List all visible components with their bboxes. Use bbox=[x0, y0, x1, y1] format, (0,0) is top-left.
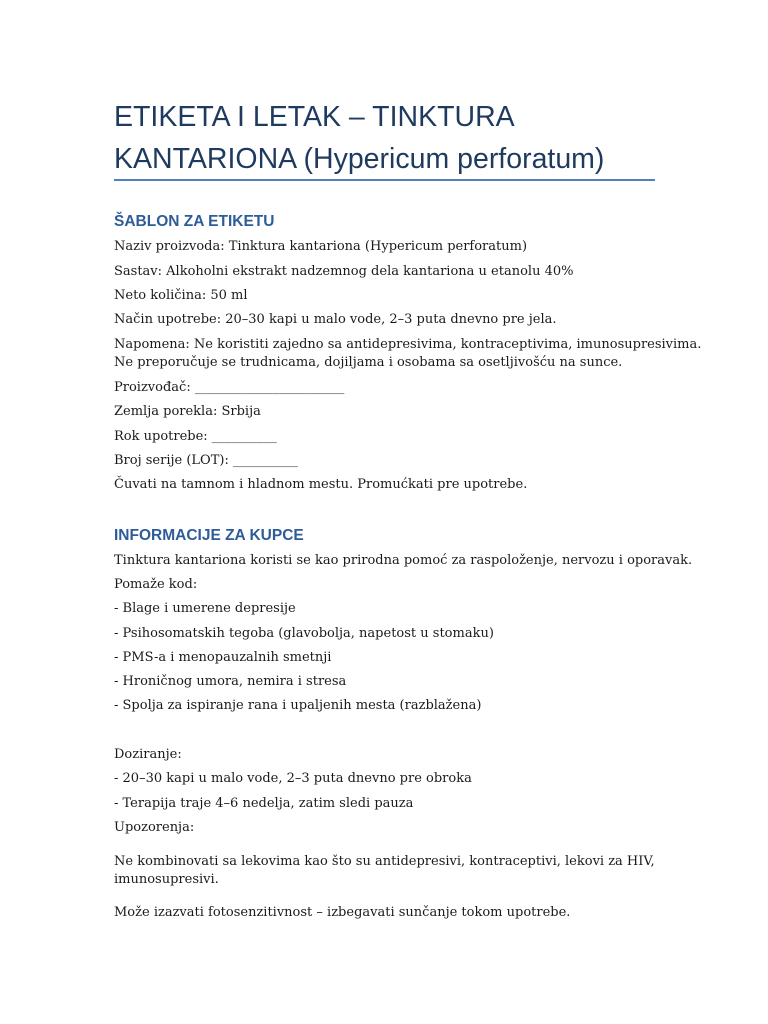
list-item: - PMS-a i menopauzalnih smetnji bbox=[114, 650, 332, 665]
title-line-2: KANTARIONA (Hypericum perforatum) bbox=[114, 143, 605, 175]
note-line-1: Napomena: Ne koristiti zajedno sa antidepresivima, kontraceptivima, imunosupresivima. bbox=[114, 337, 702, 352]
helps-label: Pomaže kod: bbox=[114, 577, 198, 592]
list-item: - 20–30 kapi u malo vode, 2–3 puta dnevno pre obroka bbox=[114, 771, 472, 786]
list-item: - Terapija traje 4–6 nedelja, zatim sledi pauza bbox=[114, 796, 414, 811]
warning-2-line: Može izazvati fotosenzitivnost – izbegavati sunčanje tokom upotrebe. bbox=[114, 905, 571, 920]
warning-1-line-1: Ne kombinovati sa lekovima kao što su antidepresivi, kontraceptivi, lekovi za HIV, bbox=[114, 854, 655, 869]
title-line-1: ETIKETA I LETAK – TINKTURA bbox=[114, 101, 515, 133]
list-item: - Psihosomatskih tegoba (glavobolja, napetost u stomaku) bbox=[114, 626, 494, 641]
manufacturer-line: Proizvođač: _______________________ bbox=[114, 380, 345, 395]
list-item: - Hroničnog umora, nemira i stresa bbox=[114, 674, 347, 689]
usage-line: Način upotrebe: 20–30 kapi u malo vode, 2–3 puta dnevno pre jela. bbox=[114, 312, 557, 327]
product-name-line: Naziv proizvoda: Tinktura kantariona (Hypericum perforatum) bbox=[114, 239, 528, 254]
label-section-heading: ŠABLON ZA ETIKETU bbox=[114, 213, 275, 230]
expiry-line: Rok upotrebe: __________ bbox=[114, 429, 277, 444]
net-quantity-line: Neto količina: 50 ml bbox=[114, 288, 248, 303]
list-item: - Spolja za ispiranje rana i upaljenih mesta (razblažena) bbox=[114, 698, 482, 713]
dosage-label: Doziranje: bbox=[114, 747, 182, 762]
composition-line: Sastav: Alkoholni ekstrakt nadzemnog dela kantariona u etanolu 40% bbox=[114, 264, 574, 279]
origin-line: Zemlja porekla: Srbija bbox=[114, 404, 261, 419]
list-item: - Blage i umerene depresije bbox=[114, 601, 296, 616]
batch-line: Broj serije (LOT): __________ bbox=[114, 453, 298, 468]
title-underline bbox=[114, 179, 655, 181]
storage-line: Čuvati na tamnom i hladnom mestu. Promućkati pre upotrebe. bbox=[114, 477, 528, 492]
note-line-2: Ne preporučuje se trudnicama, dojiljama i osobama sa osetljivošću na sunce. bbox=[114, 355, 623, 370]
customer-intro-line: Tinktura kantariona koristi se kao prirodna pomoć za raspoloženje, nervozu i oporavak. bbox=[114, 553, 693, 568]
document-title bbox=[114, 96, 655, 180]
customer-section-heading: INFORMACIJE ZA KUPCE bbox=[114, 527, 304, 544]
warnings-label: Upozorenja: bbox=[114, 820, 195, 835]
warning-1-line-2: imunosupresivi. bbox=[114, 872, 219, 887]
